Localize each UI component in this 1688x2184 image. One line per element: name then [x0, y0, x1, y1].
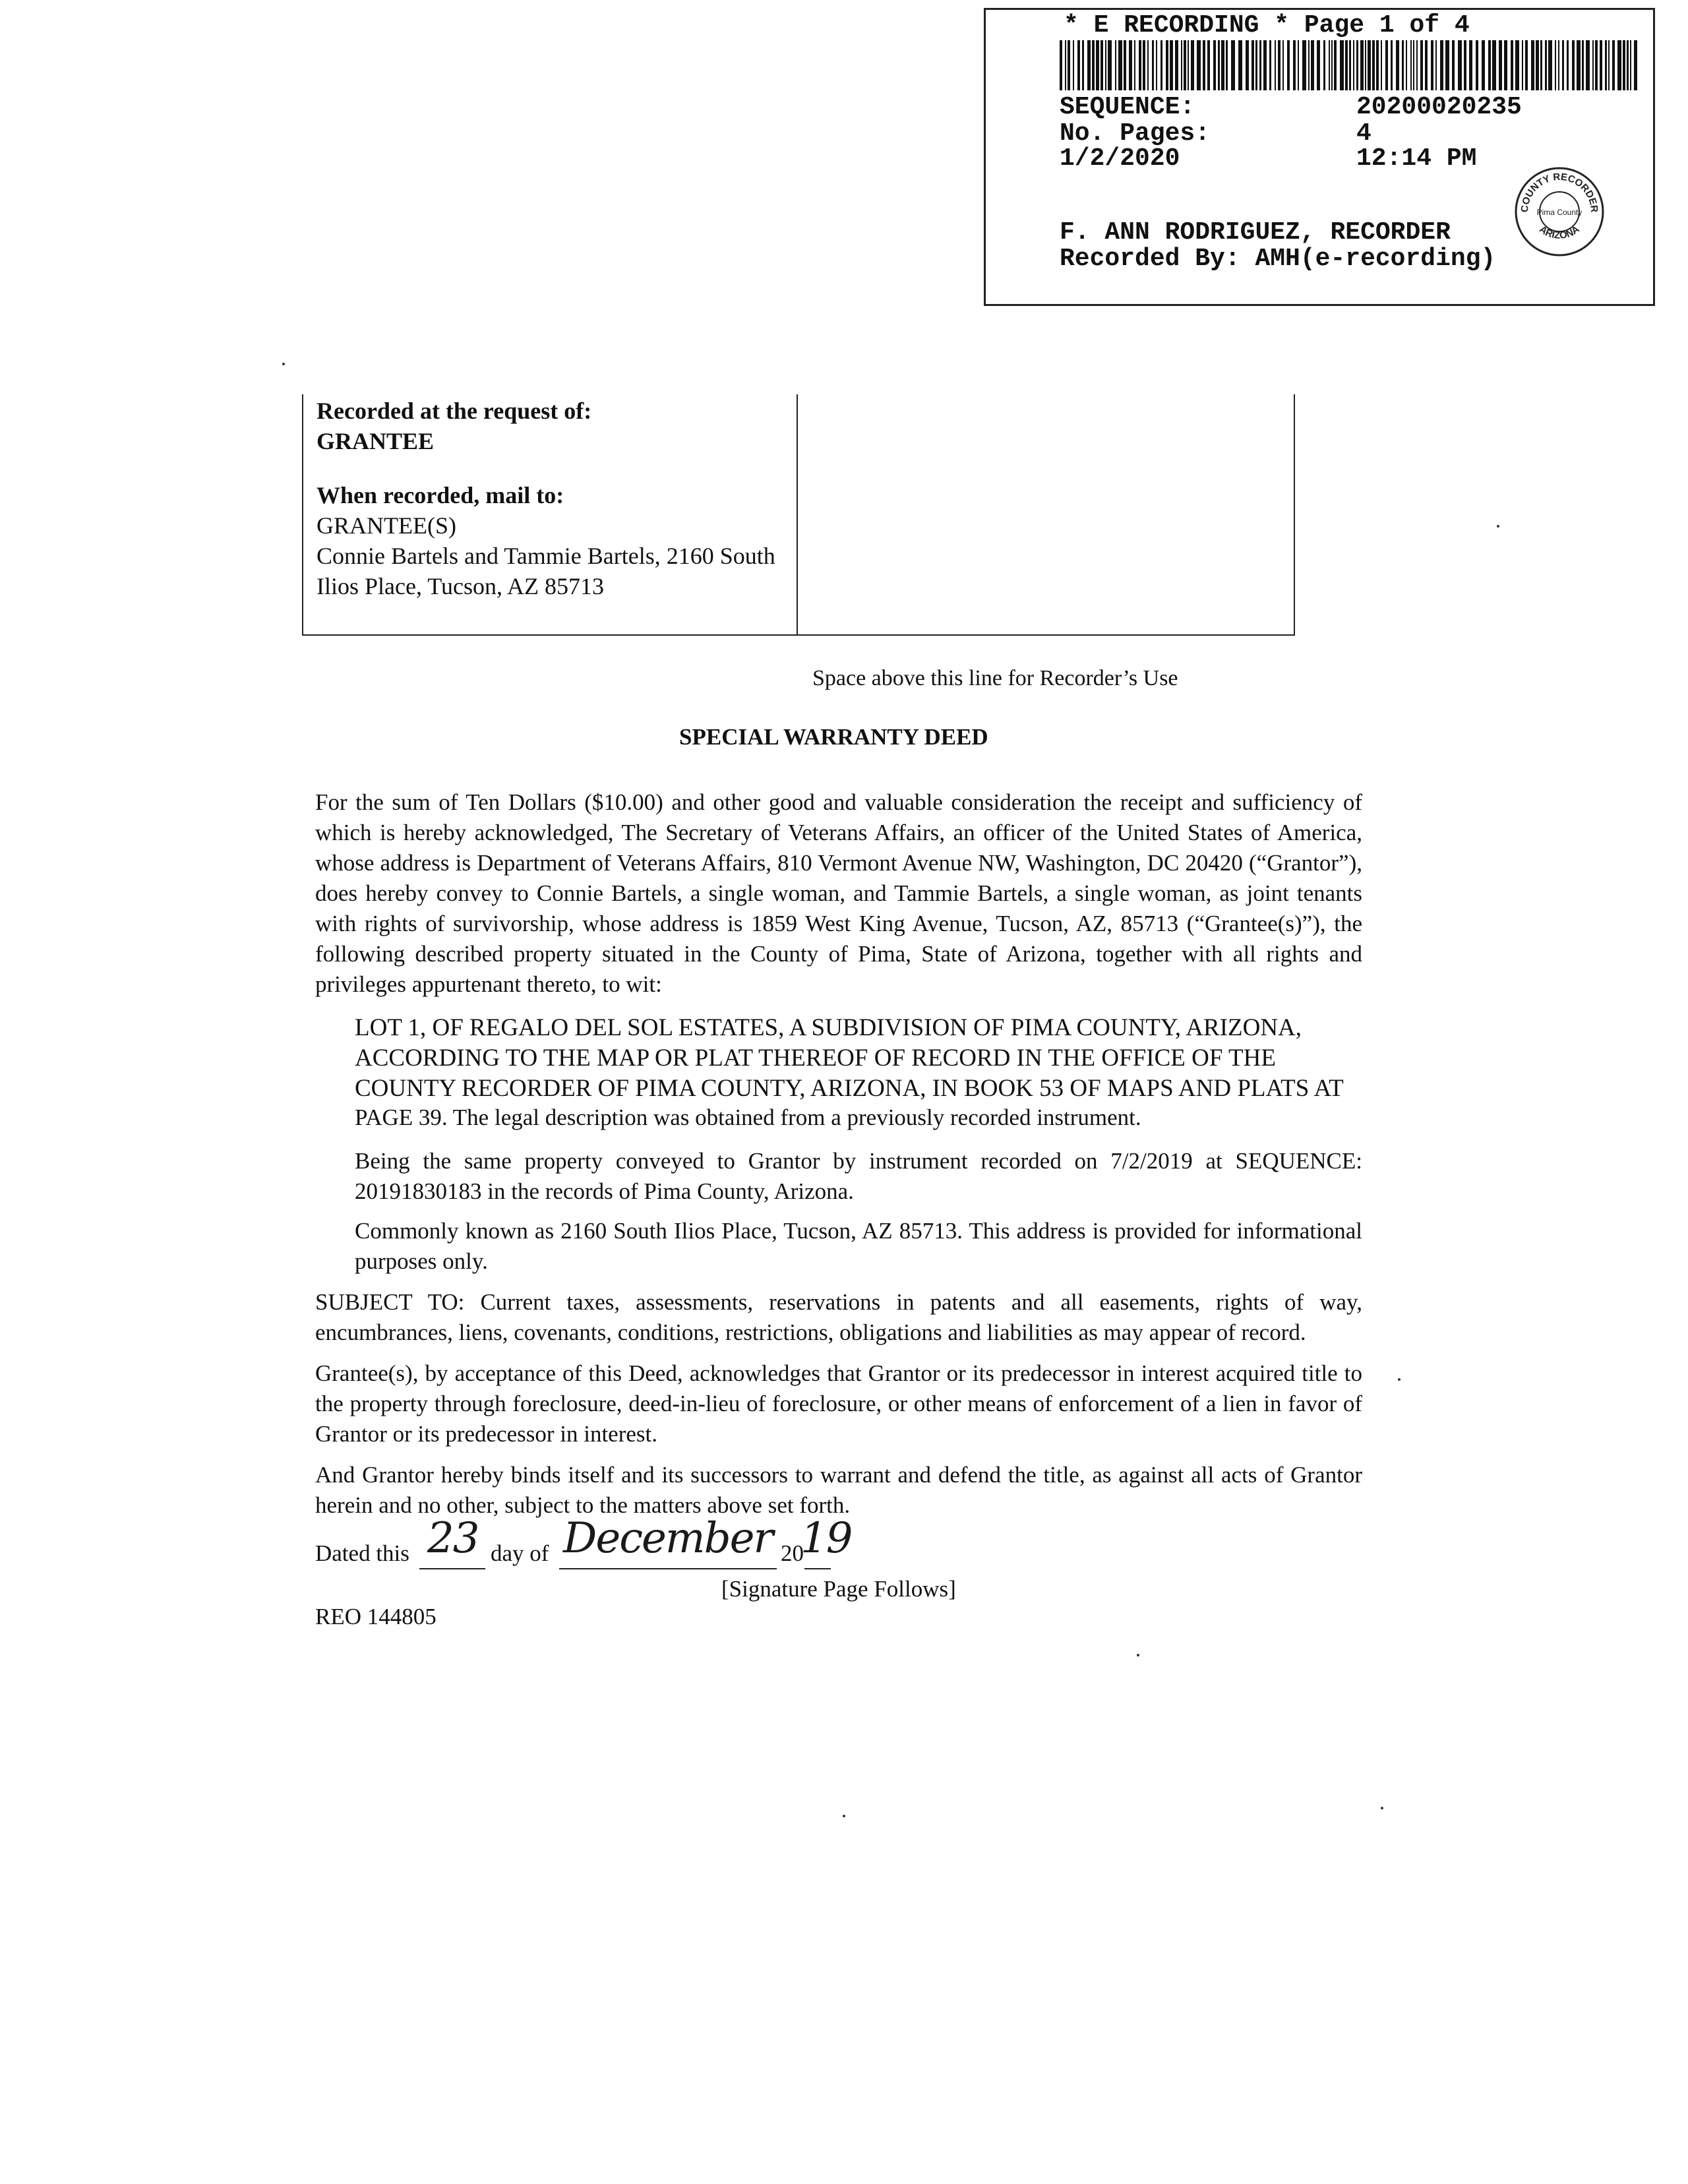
barcode-bar: [1522, 40, 1523, 90]
sequence-value: 20200020235: [1356, 93, 1522, 121]
seal-text-bottom: ARIZONA: [1537, 224, 1582, 241]
barcode-bar: [1238, 40, 1242, 90]
barcode-bar: [1160, 40, 1162, 90]
barcode-bar: [1082, 40, 1084, 90]
barcode-bar: [1259, 40, 1261, 90]
barcode-bar: [1488, 40, 1491, 90]
county-seal-icon: [1513, 166, 1606, 258]
barcode-bar: [1115, 40, 1116, 90]
barcode-bar: [1586, 40, 1590, 90]
binds-paragraph: And Grantor hereby binds itself and its successors to warrant and defend the title, as against all acts of Grantor herein and no other, subject to the matters above set forth.: [315, 1462, 1362, 1518]
mail-to-line3: Ilios Place, Tucson, AZ 85713: [316, 573, 605, 599]
barcode-bar: [1577, 40, 1581, 90]
barcode-bar: [1073, 40, 1074, 90]
barcode-bar: [1139, 40, 1141, 90]
barcode-bar: [1567, 40, 1569, 90]
barcode-bar: [1218, 40, 1220, 90]
barcode-bar: [1077, 40, 1080, 90]
barcode-bar: [1065, 40, 1066, 90]
handwritten-year: 19: [800, 1514, 852, 1563]
barcode-bar: [1108, 40, 1112, 90]
barcode-bar: [1617, 40, 1621, 90]
barcode-bar: [1170, 40, 1173, 90]
barcode-bar: [1231, 40, 1235, 90]
barcode-bar: [1323, 40, 1325, 90]
barcode-bar: [1515, 40, 1519, 90]
barcode-bar: [1221, 40, 1224, 90]
barcode-bar: [1331, 40, 1333, 90]
barcode-bar: [1105, 40, 1106, 90]
barcode-bar: [1226, 40, 1228, 90]
barcode-bar: [1100, 40, 1103, 90]
barcode-bar: [1287, 40, 1290, 90]
year-prefix: 20: [781, 1540, 804, 1566]
barcode-bar: [1213, 40, 1216, 90]
stamp-header: * E RECORDING * Page 1 of 4: [1064, 11, 1470, 40]
mail-to-line1: GRANTEE(S): [316, 512, 456, 539]
barcode-bar: [1492, 40, 1496, 90]
barcode-bar: [1381, 40, 1382, 90]
barcode-bar: [1545, 40, 1547, 90]
commonly-known-paragraph: Commonly known as 2160 South Ilios Place, Tucson, AZ 85713. This address is provided for informational purposes only.: [355, 1218, 1362, 1274]
barcode-bar: [1197, 40, 1201, 90]
barcode-bar: [1531, 40, 1534, 90]
legal-line-1: LOT 1, OF REGALO DEL SOL ESTATES, A SUBDIVISION OF PIMA COUNTY, ARIZONA,: [355, 1014, 1302, 1041]
barcode-bar: [1317, 40, 1320, 90]
scan-speck: [282, 363, 285, 365]
record-time: 12:14 PM: [1356, 144, 1477, 173]
barcode-bar: [1087, 40, 1091, 90]
request-box: [302, 394, 798, 636]
scan-speck: [1497, 525, 1499, 528]
seal-text-top: COUNTY RECORDER: [1519, 171, 1600, 213]
recorder-blank-box: [797, 394, 1295, 636]
barcode-bar: [1630, 40, 1631, 90]
month-underline: [559, 1568, 777, 1569]
barcode-bar: [1458, 40, 1462, 90]
barcode-bar: [1464, 40, 1466, 90]
barcode-bar: [1372, 40, 1375, 90]
scan-speck: [1137, 1654, 1139, 1656]
barcode-bar: [1376, 40, 1379, 90]
barcode-bar: [1476, 40, 1478, 90]
pages-label: No. Pages:: [1060, 119, 1211, 148]
barcode-bar: [1356, 40, 1358, 90]
dated-prefix: Dated this: [315, 1540, 409, 1566]
barcode-bar: [1425, 40, 1428, 90]
barcode-bar: [1612, 40, 1615, 90]
barcode-bar: [1345, 40, 1348, 90]
mail-to-line2: Connie Bartels and Tammie Bartels, 2160 South: [316, 543, 775, 569]
barcode-bar: [1555, 40, 1556, 90]
barcode-bar: [1608, 40, 1610, 90]
barcode-bar: [1540, 40, 1542, 90]
barcode-bar: [1269, 40, 1271, 90]
barcode-bar: [1469, 40, 1472, 90]
barcode-bar: [1396, 40, 1399, 90]
barcode-bar: [1605, 40, 1607, 90]
barcode-bar: [1413, 40, 1414, 90]
recorded-at-label: Recorded at the request of:: [316, 398, 592, 424]
barcode-bar: [1634, 40, 1637, 90]
recorder-name: F. ANN RODRIGUEZ, RECORDER: [1060, 218, 1451, 247]
barcode-bar: [1096, 40, 1099, 90]
barcode-bar: [1592, 40, 1594, 90]
barcode-bar: [1311, 40, 1314, 90]
recorded-by: Recorded By: AMH(e-recording): [1060, 245, 1496, 273]
barcode-bar: [1365, 40, 1366, 90]
barcode-bar: [1353, 40, 1354, 90]
barcode-bar: [1329, 40, 1330, 90]
barcode-bar: [1092, 40, 1095, 90]
barcode-bar: [1068, 40, 1070, 90]
barcode-bar: [1406, 40, 1407, 90]
handwritten-day: 23: [427, 1514, 479, 1563]
barcode-bar: [1416, 40, 1418, 90]
barcode-bar: [1191, 40, 1194, 90]
barcode-bar: [1282, 40, 1284, 90]
barcode-bar: [1143, 40, 1145, 90]
scan-speck: [1398, 1378, 1401, 1381]
recorder-use-note: Space above this line for Recorder’s Use: [812, 666, 1178, 690]
barcode-bar: [1124, 40, 1126, 90]
barcode-bar: [1308, 40, 1310, 90]
barcode-bar: [1263, 40, 1267, 90]
barcode-bar: [1410, 40, 1412, 90]
handwritten-month: December: [563, 1514, 773, 1563]
consideration-paragraph: For the sum of Ten Dollars ($10.00) and other good and valuable consideration the receipt and sufficiency of which is hereby acknowledged, The Secretary of Veterans Affairs, an officer of the United States of America, whose address is Department of Veterans Affairs, 810 Vermont Avenue NW, Washington, DC 20420 (“Grantor”), does hereby convey to Connie Bartels, a single woman, and Tammie Bartels, a single woman, as joint tenants with rights of survivorship, whose address is 1859 West King Avenue, Tucson, AZ, 85713 (“Grantee(s)”), the following described property situated in the County of Pima, State of Arizona, together with all rights and privileges appurtenant thereto, to wit:: [315, 789, 1362, 997]
barcode-bar: [1445, 40, 1449, 90]
signature-page-note: [Signature Page Follows]: [721, 1576, 956, 1602]
barcode-bar: [1184, 40, 1186, 90]
barcode-bar: [1166, 40, 1168, 90]
same-property-paragraph: Being the same property conveyed to Grantor by instrument recorded on 7/2/2019 at SEQUENCE: 20191830183 in the records of Pima County, Arizona.: [355, 1148, 1362, 1204]
barcode-bar: [1548, 40, 1552, 90]
barcode-bar: [1060, 40, 1062, 90]
barcode-bar: [1334, 40, 1337, 90]
barcode-bar: [1402, 40, 1404, 90]
barcode-bar: [1431, 40, 1433, 90]
barcode-bar: [1302, 40, 1306, 90]
barcode-bar: [1188, 40, 1189, 90]
barcode-bar: [1156, 40, 1157, 90]
barcode-bar: [1251, 40, 1254, 90]
barcode-bar: [1368, 40, 1371, 90]
barcode-bar: [1600, 40, 1602, 90]
barcode-bar: [1440, 40, 1443, 90]
seal-text-center: Pima County: [1536, 208, 1582, 217]
barcode-bar: [1511, 40, 1513, 90]
legal-description: [355, 1013, 1362, 1104]
barcode-bar: [1275, 40, 1276, 90]
grantee-ack-paragraph: Grantee(s), by acceptance of this Deed, acknowledges that Grantor or its predecessor in interest acquired title to the property through foreclosure, deed-in-lieu of foreclosure, or other means of enforcement of a lien in favor of Grantor or its predecessor in interest.: [315, 1360, 1362, 1447]
subject-to-paragraph: SUBJECT TO: Current taxes, assessments, reservations in patents and all easements, rights of way, encumbrances, liens, covenants, conditions, restrictions, obligations and liabilities as may appear of record.: [315, 1289, 1362, 1345]
pages-value: 4: [1356, 119, 1372, 148]
scan-speck: [843, 1815, 845, 1817]
barcode-bar: [1627, 40, 1629, 90]
barcode-bar: [1175, 40, 1178, 90]
barcode-bar: [1207, 40, 1210, 90]
scan-speck: [1381, 1807, 1383, 1809]
barcode-bar: [1420, 40, 1423, 90]
barcode-bar: [1152, 40, 1154, 90]
barcode-bar: [1562, 40, 1564, 90]
barcode-bar: [1129, 40, 1132, 90]
recorded-at-value: GRANTEE: [316, 428, 435, 454]
barcode-bar: [1298, 40, 1299, 90]
barcode-bar: [1582, 40, 1584, 90]
barcode-bar: [1504, 40, 1507, 90]
barcode-bar: [1623, 40, 1625, 90]
barcode-bar: [1118, 40, 1122, 90]
barcode-bar: [1391, 40, 1393, 90]
legal-line-3: COUNTY RECORDER OF PIMA COUNTY, ARIZONA, IN BOOK 53 OF MAPS AND PLATS AT: [355, 1075, 1344, 1102]
barcode-bar: [1293, 40, 1296, 90]
barcode-bar: [1452, 40, 1455, 90]
barcode-bar: [1349, 40, 1351, 90]
record-date: 1/2/2020: [1060, 144, 1180, 173]
barcode-bar: [1558, 40, 1559, 90]
dated-mid: day of: [491, 1540, 549, 1566]
year-underline: [804, 1568, 831, 1569]
reo-number: REO 144805: [315, 1604, 437, 1629]
recorder-stamp: [984, 8, 1655, 306]
legal-note: PAGE 39. The legal description was obtained from a previously recorded instrument.: [355, 1105, 1141, 1130]
barcode-bar: [1572, 40, 1575, 90]
mail-to-label: When recorded, mail to:: [316, 482, 564, 508]
barcode-bar: [1499, 40, 1502, 90]
barcode-bar: [1147, 40, 1149, 90]
barcode-bar: [1203, 40, 1205, 90]
barcode-bar: [1181, 40, 1182, 90]
legal-line-2: ACCORDING TO THE MAP OR PLAT THEREOF OF RECORD IN THE OFFICE OF THE: [355, 1045, 1276, 1072]
barcode-bar: [1255, 40, 1257, 90]
barcode-bar: [1385, 40, 1388, 90]
barcode-bar: [1360, 40, 1364, 90]
barcode-bar: [1278, 40, 1281, 90]
barcode-bar: [1340, 40, 1344, 90]
day-underline: [419, 1568, 485, 1569]
barcode-bar: [1595, 40, 1598, 90]
barcode: [1060, 40, 1637, 90]
barcode-bar: [1246, 40, 1249, 90]
barcode-bar: [1482, 40, 1485, 90]
document-title: SPECIAL WARRANTY DEED: [679, 724, 988, 750]
barcode-bar: [1134, 40, 1135, 90]
barcode-bar: [1435, 40, 1437, 90]
sequence-label: SEQUENCE:: [1060, 93, 1195, 121]
barcode-bar: [1536, 40, 1539, 90]
barcode-bar: [1525, 40, 1528, 90]
